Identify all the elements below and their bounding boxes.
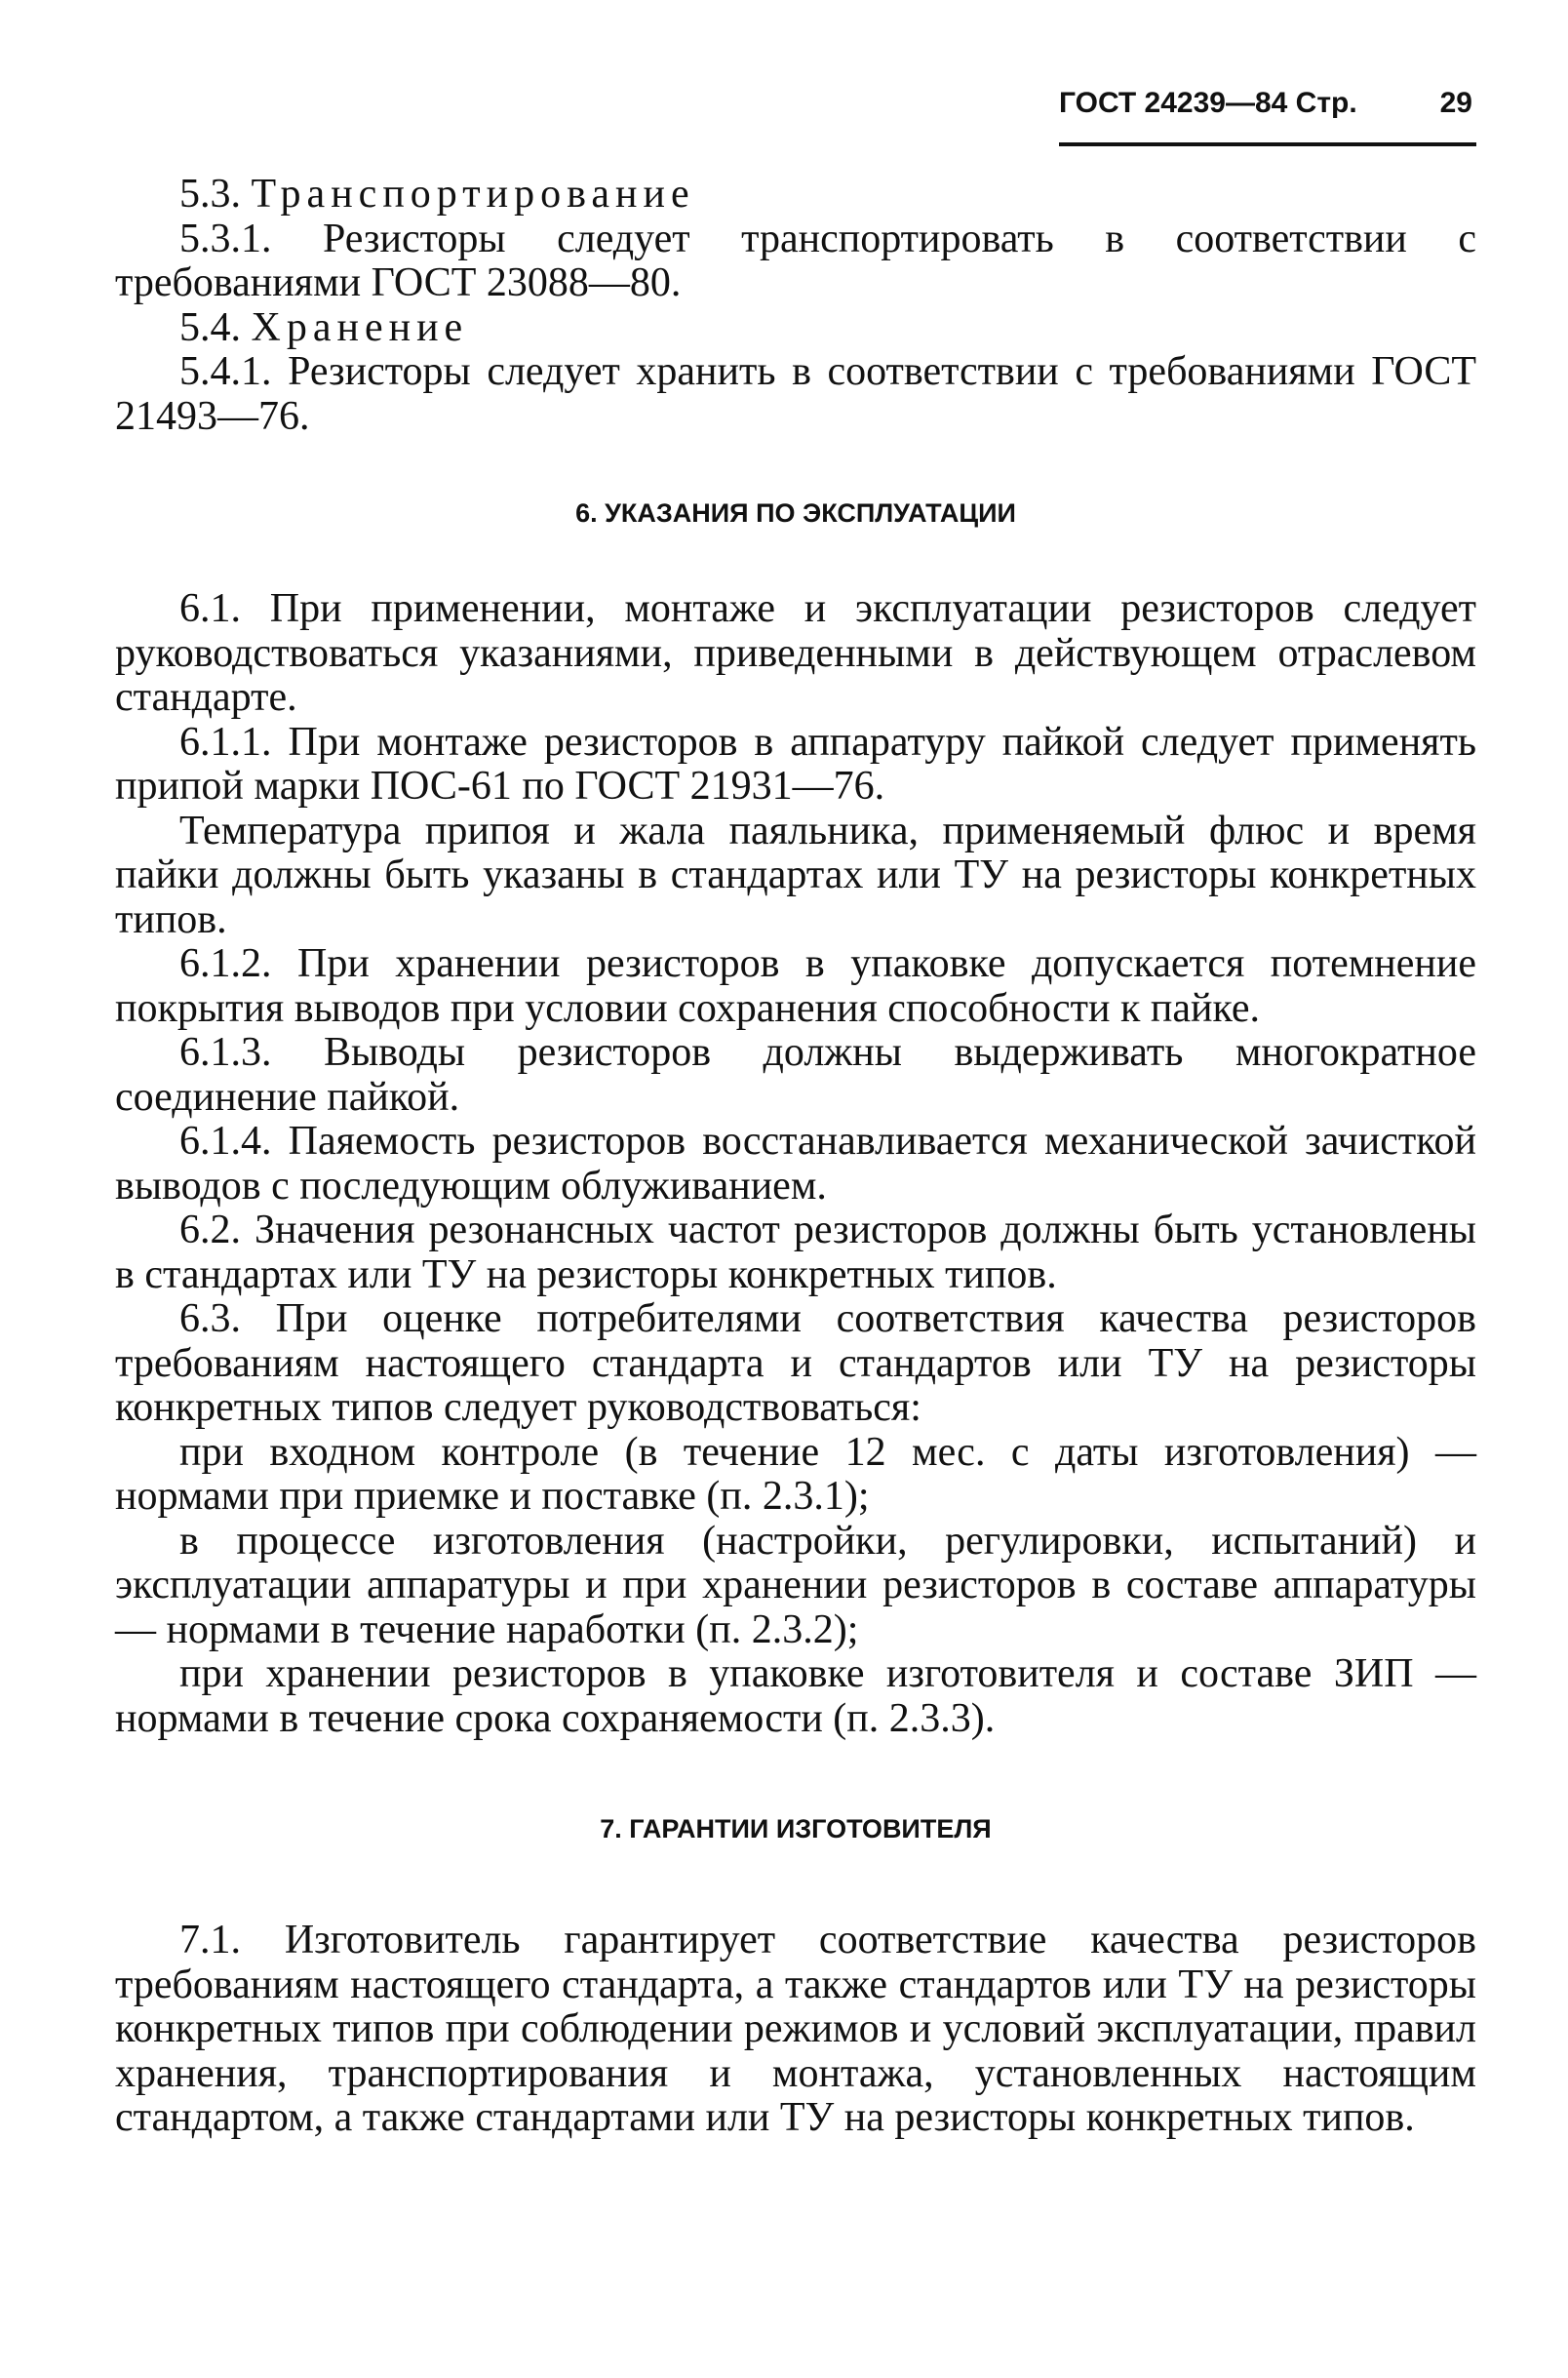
section-number: 5.3. — [179, 172, 241, 217]
section-7-heading: 7. ГАРАНТИИ ИЗГОТОВИТЕЛЯ — [600, 1814, 992, 1843]
paragraph-6-1: 6.1. При применении, монтаже и эксплуатации резисторов следует руководствоваться указаниями, приведенными в действующем отраслевом стандарте. — [115, 586, 1476, 720]
list-item-incoming-control: при входном контроле (в течение 12 мес. с даты изготовления) — нормами при приемке и поставке (п. 2.3.1); — [115, 1429, 1476, 1519]
section-6-heading: 6. УКАЗАНИЯ ПО ЭКСПЛУАТАЦИИ — [575, 498, 1016, 528]
paragraph-6-2: 6.2. Значения резонансных частот резисторов должны быть установлены в стандартах или ТУ на резисторы конкретных типов. — [115, 1208, 1476, 1297]
list-item-manufacturing: в процессе изготовления (настройки, регулировки, испытаний) и эксплуатации аппаратуры и при хранении резисторов в составе аппаратуры — нормами в течение наработки (п. 2.3.2); — [115, 1518, 1476, 1652]
paragraph-6-1-3: 6.1.3. Выводы резисторов должны выдерживать многократное соединение пайкой. — [115, 1030, 1476, 1120]
section-5-4-title — [115, 306, 1476, 351]
paragraph-5-4-1: 5.4.1. Резисторы следует хранить в соответствии с требованиями ГОСТ 21493—76. — [115, 349, 1476, 439]
list-item-storage: при хранении резисторов в упаковке изготовителя и составе ЗИП — нормами в течение срока сохраняемости (п. 2.3.3). — [115, 1651, 1476, 1741]
paragraph-6-1-1: 6.1.1. При монтаже резисторов в аппаратуру пайкой следует применять припой марки ПОС-61 по ГОСТ 21931—76. — [115, 719, 1476, 809]
standard-reference: ГОСТ 24239—84 Стр. — [1059, 87, 1357, 119]
paragraph-6-1-1-continued: Температура припоя и жала паяльника, применяемый флюс и время пайки должны быть указаны в стандартах или ТУ на резисторы конкретных типов. — [115, 808, 1476, 942]
paragraph-6-1-4: 6.1.4. Паяемость резисторов восстанавливается механической зачисткой выводов с последующим облуживанием. — [115, 1119, 1476, 1209]
section-title: Хранение — [251, 304, 469, 350]
paragraph-6-1-2: 6.1.2. При хранении резисторов в упаковке допускается потемнение покрытия выводов при условии сохранения способности к пайке. — [115, 941, 1476, 1031]
paragraph-6-3: 6.3. При оценке потребителями соответствия качества резисторов требованиям настоящего стандарта и стандартов или ТУ на резисторы конкретных типов следует руководствоваться: — [115, 1296, 1476, 1430]
document-body — [115, 173, 1476, 2141]
section-number: 5.4. — [179, 304, 241, 350]
paragraph-5-3-1: 5.3.1. Резисторы следует транспортировать в соответствии с требованиями ГОСТ 23088—80. — [115, 216, 1476, 305]
section-5-3-title — [115, 173, 1476, 218]
page-header — [1059, 76, 1476, 146]
page-number: 29 — [1439, 87, 1472, 119]
section-title: Транспортирование — [251, 172, 695, 217]
paragraph-7-1: 7.1. Изготовитель гарантирует соответствие качества резисторов требованиям настоящего стандарта, а также стандартов или ТУ на резисторы конкретных типов при соблюдении режимов и условий эксплуатации, правил хранения, транспортирования и монтажа, установленных настоящим стандартом, а также стандартами или ТУ на резисторы конкретных типов. — [115, 1918, 1476, 2140]
